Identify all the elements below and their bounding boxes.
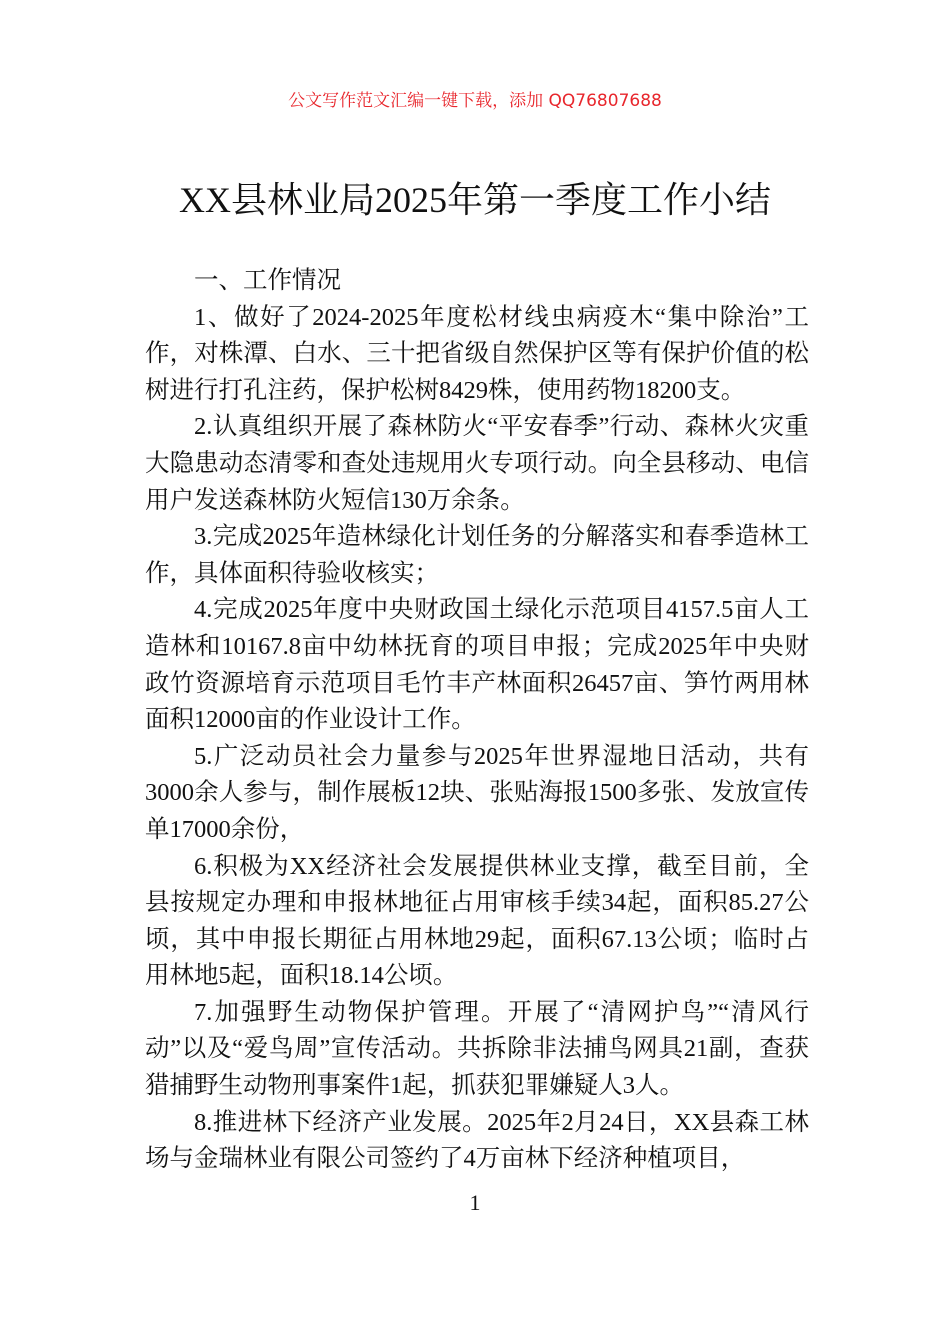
- paragraph-8: 8.推进林下经济产业发展。2025年2月24日，XX县森工林场与金瑞林业有限公司签约了4万亩林下经济种植项目，: [145, 1108, 809, 1173]
- document-title: XX县林业局2025年第一季度工作小结: [179, 180, 771, 220]
- paragraph-3: 3.完成2025年造林绿化计划任务的分解落实和春季造林工作，具体面积待验收核实；: [145, 523, 809, 587]
- paragraph-7: 7.加强野生动物保护管理。开展了“清网护鸟”“清风行动”以及“爱鸟周”宣传活动。共拆除非法捕鸟网具21副，查获猎捕野生动物刑事案件1起，抓获犯罪嫌疑人3人。: [145, 998, 809, 1100]
- paragraph-6: 6.积极为XX经济社会发展提供林业支撑，截至目前，全县按规定办理和申报林地征占用审核手续34起，面积85.27公顷，其中申报长期征占用林地29起，面积67.13公顷；临时占用林地5起，面积18.14公顷。: [145, 852, 809, 990]
- paragraph-1: 1、做好了2024-2025年度松材线虫病疫木“集中除治”工作，对株潭、白水、三十把省级自然保护区等有保护价值的松树进行打孔注药，保护松树8429株，使用药物18200支。: [145, 303, 809, 404]
- page-number: 1: [469, 1190, 481, 1215]
- header-banner: 公文写作范文汇编一键下载，添加 QQ76807688: [288, 91, 662, 111]
- paragraph-5: 5.广泛动员社会力量参与2025年世界湿地日活动，共有3000余人参与，制作展板12块、张贴海报1500多张、发放宣传单17000余份，: [145, 742, 809, 843]
- section-heading: 一、工作情况: [194, 267, 341, 294]
- paragraph-4: 4.完成2025年度中央财政国土绿化示范项目4157.5亩人工造林和10167.8亩中幼林抚育的项目申报；完成2025年中央财政竹资源培育示范项目毛竹丰产林面积26457亩、笋竹两用林面积12000亩的作业设计工作。: [145, 596, 809, 734]
- paragraph-2: 2.认真组织开展了森林防火“平安春季”行动、森林火灾重大隐患动态清零和查处违规用火专项行动。向全县移动、电信用户发送森林防火短信130万余条。: [145, 413, 809, 514]
- document-body: [145, 263, 809, 1178]
